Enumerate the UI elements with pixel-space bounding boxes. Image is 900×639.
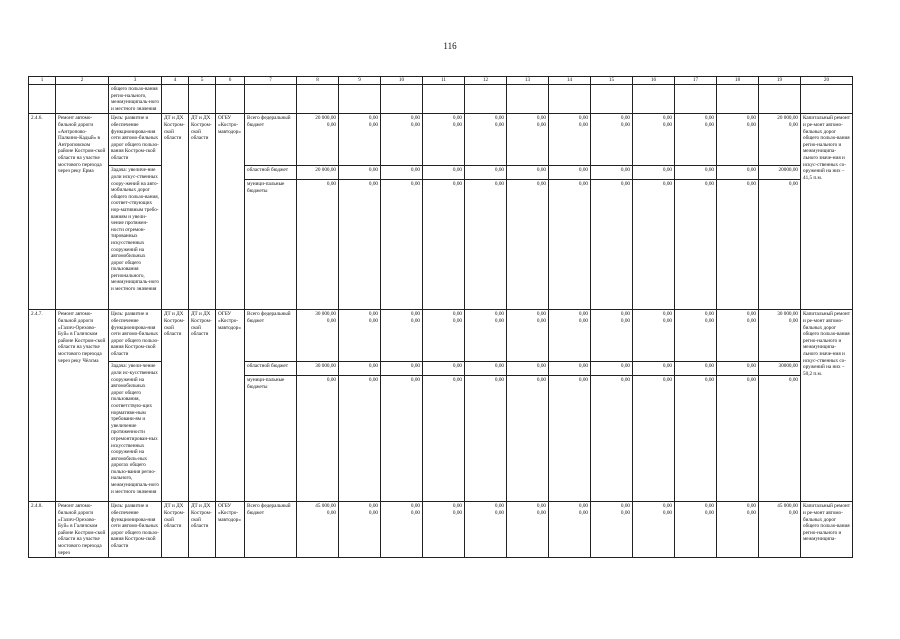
funding-value: 0,00 0,00 (675, 310, 717, 362)
funding-value: 0,00 (423, 376, 465, 502)
continuation-empty-cell (189, 85, 216, 114)
continuation-text: общего пользо-вания регио-нального, межмуниципаль-ного и местного значения (109, 85, 162, 114)
measure-goal: Цель: развитие и обеспечение функционирова-ния сети автомо-бильных дорог общего пользо-вания Костром-ской области (109, 114, 162, 166)
funding-value: 30 000,00 (297, 362, 339, 376)
expected-result: Капитальный ремонт и ре-монт автомо-бильных дорог общего пользо-вания регио-нального и межмуниципа-льного значе-ния и искус-ственных со-оружений на них – 41,5 п.м. (801, 114, 853, 310)
funding-value: 0,00 (423, 166, 465, 180)
funding-value: 0,00 (717, 180, 759, 310)
funding-value: 0,00 (675, 362, 717, 376)
continuation-empty-cell (549, 85, 591, 114)
participant: ОГБУ «Костро-мавтодор» (216, 502, 245, 558)
continuation-empty-cell (381, 85, 423, 114)
header-cell-17: 17 (675, 77, 717, 85)
funding-value: 0,00 0,00 (339, 114, 381, 166)
header-cell-12: 12 (465, 77, 507, 85)
measure-goal: Цель: развитие и обеспечение функционирова-ния сети автомо-бильных дорог общего пользо-вания Костром-ской области (109, 310, 162, 362)
funding-value: 0,00 0,00 (591, 310, 633, 362)
funding-value: 0,00 (507, 376, 549, 502)
page-number: 116 (443, 41, 457, 51)
funding-value: 0,00 0,00 (675, 502, 717, 558)
continuation-empty-cell (759, 85, 801, 114)
responsible-executor: ДТ и ДХ Костром-ской области (162, 114, 189, 310)
funding-value: 0,00 0,00 (591, 502, 633, 558)
continuation-empty-cell (801, 85, 853, 114)
participant: ОГБУ «Костро-мавтодор» (216, 114, 245, 310)
table-row (29, 362, 853, 376)
continuation-empty-cell (56, 85, 109, 114)
header-cell-5: 5 (189, 77, 216, 85)
funding-value: 0,00 (675, 166, 717, 180)
funding-value: 0,00 0,00 (549, 310, 591, 362)
header-cell-16: 16 (633, 77, 675, 85)
funding-value: 0,00 (381, 180, 423, 310)
funding-value: 20 000,00 (297, 166, 339, 180)
funding-value: 20000,00 (759, 166, 801, 180)
funding-source: муници-пальные бюджеты (245, 376, 297, 502)
program-table-wrapper (28, 76, 850, 606)
continuation-empty-cell (591, 85, 633, 114)
row-number: 2.4.7. (29, 310, 56, 502)
continuation-empty-cell (507, 85, 549, 114)
header-cell-15: 15 (591, 77, 633, 85)
funding-value: 0,00 0,00 (717, 502, 759, 558)
funding-value: 0,00 0,00 (381, 310, 423, 362)
funding-value: 0,00 (465, 376, 507, 502)
header-cell-18: 18 (717, 77, 759, 85)
measure-task: Задача: увели-чение доли ис-кусственных сооружений на автомобильных дорог общего пользования, соответствую-щих нормативн-ным требовани-ям и увеличение протяженности отремонтирован-ных искусственных сооружений на автомобиль-ных дорогах общего пользо-вания регио-нального, межмуниципаль-ного и местного значения (109, 362, 162, 502)
table-row (29, 502, 853, 558)
funding-value: 0,00 0,00 (633, 114, 675, 166)
funding-value: 0,00 0,00 (339, 310, 381, 362)
co-executor: ДТ и ДХ Костром-ской области (189, 502, 216, 558)
funding-value: 0,00 0,00 (633, 310, 675, 362)
funding-value: 0,00 0,00 (633, 502, 675, 558)
header-cell-6: 6 (216, 77, 245, 85)
funding-value: 0,00 0,00 (507, 310, 549, 362)
funding-value: 0,00 (381, 362, 423, 376)
measure-name: Ремонт автомо-бильной дороги «Галич-Орехово-Буй» в Галичском районе Костром-ской области на участке мостового перехода через (56, 502, 109, 558)
header-cell-13: 13 (507, 77, 549, 85)
measure-task: Задача: увеличе-ние доли искус-ственных соору-жений на авто-мобильных дорог общего пользо-вания, соответ-ствующих нор-мативным требо-ваниям и увели-чение протяжен-ности отремон-тированных искусственных сооружений на автомобильных дорог общего пользования регионального, межмуниципаль-ного и местного значения (109, 166, 162, 310)
funding-value: 0,00 0,00 (423, 310, 465, 362)
funding-value: 20 000,00 0,00 (297, 114, 339, 166)
funding-value: 0,00 (297, 180, 339, 310)
row-number: 2.4.6. (29, 114, 56, 310)
header-cell-19: 19 (759, 77, 801, 85)
continuation-empty-cell (29, 85, 56, 114)
funding-value: 0,00 0,00 (549, 502, 591, 558)
funding-value: 0,00 (591, 180, 633, 310)
funding-value: 0,00 (549, 376, 591, 502)
header-cell-14: 14 (549, 77, 591, 85)
header-cell-3: 3 (109, 77, 162, 85)
continuation-empty-cell (633, 85, 675, 114)
funding-value: 0,00 (507, 180, 549, 310)
funding-value: 0,00 (465, 180, 507, 310)
funding-value: 0,00 (759, 376, 801, 502)
funding-value: 0,00 (633, 180, 675, 310)
responsible-executor: ДТ и ДХ Костром-ской области (162, 502, 189, 558)
funding-source: Всего федеральный бюджет (245, 310, 297, 362)
table-row (29, 310, 853, 362)
funding-value: 0,00 (423, 362, 465, 376)
table-row (29, 166, 853, 180)
funding-value: 0,00 (675, 180, 717, 310)
funding-value: 45 000,00 0,00 (759, 502, 801, 558)
funding-value: 0,00 (549, 166, 591, 180)
header-cell-20: 20 (801, 77, 853, 85)
funding-value: 0,00 (633, 362, 675, 376)
funding-value: 0,00 (591, 362, 633, 376)
continuation-empty-cell (216, 85, 245, 114)
continuation-empty-cell (339, 85, 381, 114)
funding-value: 30 000,00 0,00 (759, 310, 801, 362)
header-cell-11: 11 (423, 77, 465, 85)
funding-value: 0,00 0,00 (717, 114, 759, 166)
funding-value: 0,00 0,00 (507, 114, 549, 166)
funding-value: 0,00 (675, 376, 717, 502)
funding-source: муници-пальные бюджеты (245, 180, 297, 310)
continuation-empty-cell (297, 85, 339, 114)
funding-value: 20 000,00 0,00 (759, 114, 801, 166)
funding-value: 0,00 (381, 166, 423, 180)
funding-value: 0,00 (423, 180, 465, 310)
funding-value: 0,00 0,00 (507, 502, 549, 558)
header-cell-7: 7 (245, 77, 297, 85)
measure-name: Ремонт автомо-бильной дороги «Антропово-Палкино-Кадый» в Антроповском районе Костром-ской области на участке мостового перехода через реку Ерма (56, 114, 109, 310)
funding-source: областной бюджет (245, 166, 297, 180)
funding-value: 0,00 (759, 180, 801, 310)
header-cell-10: 10 (381, 77, 423, 85)
co-executor: ДТ и ДХ Костром-ской области (189, 114, 216, 310)
funding-value: 0,00 0,00 (381, 114, 423, 166)
header-cell-1: 1 (29, 77, 56, 85)
co-executor: ДТ и ДХ Костром-ской области (189, 310, 216, 502)
continuation-empty-cell (245, 85, 297, 114)
header-cell-4: 4 (162, 77, 189, 85)
funding-value: 0,00 0,00 (423, 114, 465, 166)
continuation-empty-cell (717, 85, 759, 114)
funding-value: 0,00 0,00 (465, 310, 507, 362)
funding-value: 0,00 (717, 166, 759, 180)
program-table (28, 76, 853, 558)
expected-result: Капитальный ремонт и ре-монт автомо-бильных дорог общего пользо-вания регио-нального и межмуниципа- (801, 502, 853, 558)
funding-source: областной бюджет (245, 362, 297, 376)
row-number: 2.4.8. (29, 502, 56, 558)
funding-value: 45 000,00 0,00 (297, 502, 339, 558)
funding-value: 0,00 (507, 166, 549, 180)
funding-value: 0,00 (507, 362, 549, 376)
responsible-executor: ДТ и ДХ Костром-ской области (162, 310, 189, 502)
funding-value: 0,00 (339, 376, 381, 502)
funding-source: Всего федеральный бюджет (245, 502, 297, 558)
funding-value: 0,00 (339, 362, 381, 376)
continuation-empty-cell (162, 85, 189, 114)
expected-result: Капитальный ремонт и ре-монт автомо-бильных дорог общего пользо-вания регио-нального и межмуниципа-льного значе-ния и искус-ственных со-оружений на них – 50,2 п.м. (801, 310, 853, 502)
funding-value: 0,00 0,00 (423, 502, 465, 558)
measure-goal: Цель: развитие и обеспечение функционирова-ния сети автомо-бильных дорог общего пользо-вания Костром-ской области (109, 502, 162, 558)
funding-value: 0,00 (339, 166, 381, 180)
header-row (29, 77, 853, 85)
funding-value: 0,00 (633, 376, 675, 502)
header-cell-9: 9 (339, 77, 381, 85)
continuation-empty-cell (423, 85, 465, 114)
funding-value: 0,00 (339, 180, 381, 310)
funding-value: 0,00 (549, 180, 591, 310)
funding-value: 0,00 (717, 376, 759, 502)
funding-value: 0,00 (465, 166, 507, 180)
funding-value: 30 000,00 0,00 (297, 310, 339, 362)
funding-value: 0,00 0,00 (717, 310, 759, 362)
funding-value: 0,00 (465, 362, 507, 376)
funding-value: 0,00 (591, 376, 633, 502)
funding-value: 0,00 (633, 166, 675, 180)
funding-value: 0,00 0,00 (381, 502, 423, 558)
funding-value: 0,00 (591, 166, 633, 180)
funding-value: 0,00 (297, 376, 339, 502)
funding-value: 0,00 0,00 (465, 114, 507, 166)
funding-value: 0,00 0,00 (549, 114, 591, 166)
continuation-empty-cell (675, 85, 717, 114)
measure-name: Ремонт автомо-бильной дороги «Галич-Орехово-Буй» в Галичском районе Костром-ской области на участке мостового перехода через реку Чёлсма (56, 310, 109, 502)
participant: ОГБУ «Костро-мавтодор» (216, 310, 245, 502)
funding-value: 0,00 (717, 362, 759, 376)
continuation-empty-cell (465, 85, 507, 114)
funding-source: Всего федеральный бюджет (245, 114, 297, 166)
funding-value: 0,00 0,00 (465, 502, 507, 558)
funding-value: 0,00 0,00 (591, 114, 633, 166)
funding-value: 0,00 0,00 (339, 502, 381, 558)
funding-value: 0,00 (549, 362, 591, 376)
continuation-row (29, 85, 853, 114)
header-cell-8: 8 (297, 77, 339, 85)
funding-value: 0,00 (381, 376, 423, 502)
table-row (29, 114, 853, 166)
header-cell-2: 2 (56, 77, 109, 85)
funding-value: 30000,00 (759, 362, 801, 376)
funding-value: 0,00 0,00 (675, 114, 717, 166)
